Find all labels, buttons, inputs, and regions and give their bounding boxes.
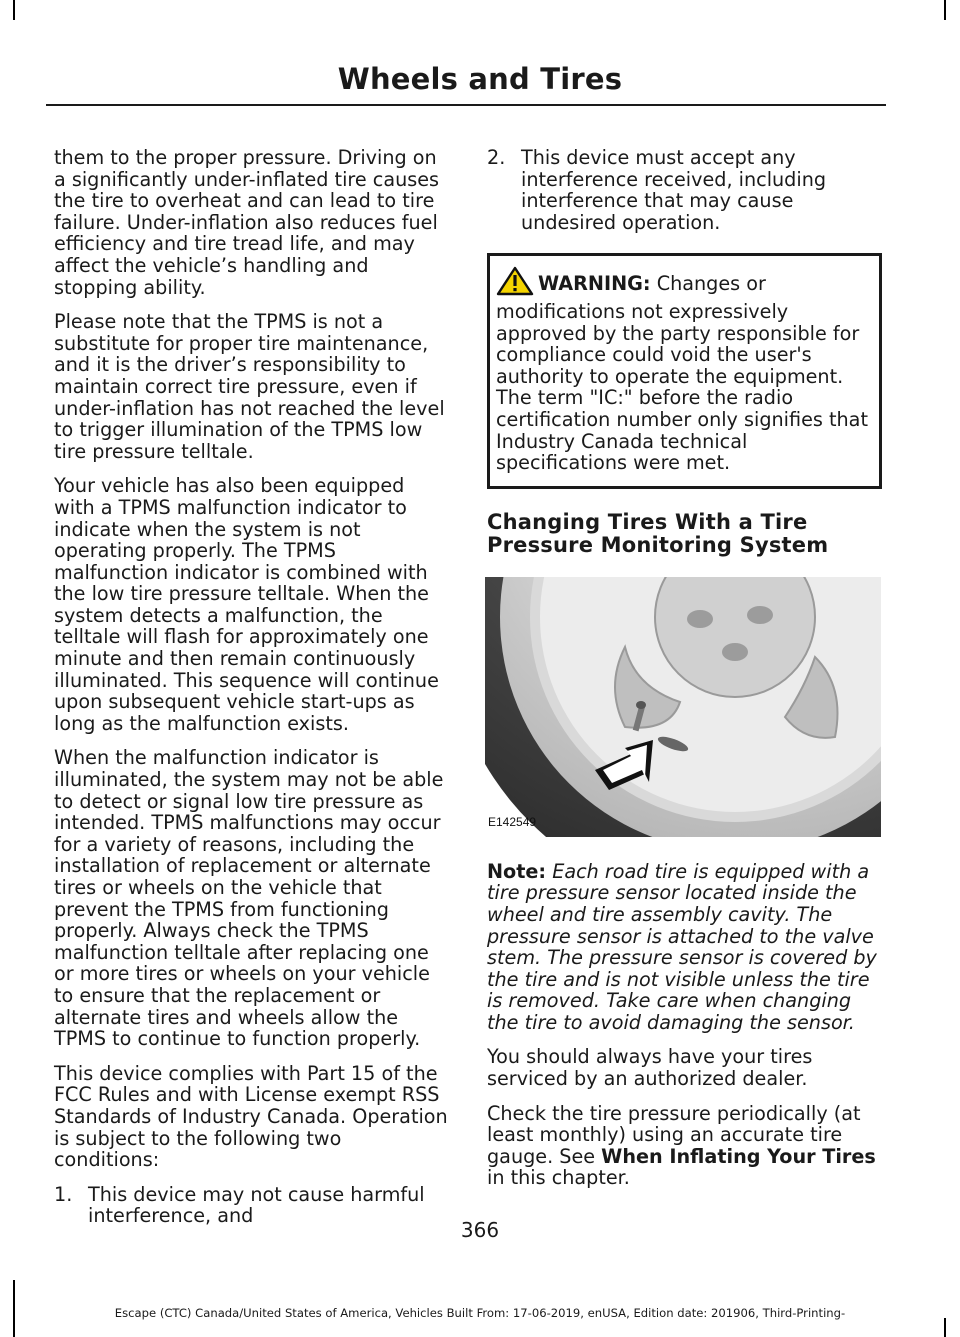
list-text: This device must accept any interference received, including interference that may cause undesired operation. (521, 146, 827, 234)
paragraph-fcc-compliance: This device complies with Part 15 of the FCC Rules and with License exempt RSS Standards of Industry Canada. Operation is subject to the following two conditions: (54, 1061, 448, 1172)
cross-reference-link[interactable]: When Inflating Your Tires (601, 1144, 876, 1168)
list-number: 1. (54, 1182, 73, 1206)
check-text-after: in this chapter. (487, 1166, 630, 1190)
crop-mark-top-right (944, 0, 946, 20)
list-text: This device may not cause harmful interference, and (88, 1182, 425, 1228)
warning-text: Changes or modifications not expressively approved by the party responsible for compliance could void the user's authority to operate the equipment. The term "IC:" before the radio certification number only signifies that Industry Canada technical specifications were met. (496, 272, 868, 475)
paragraph-malfunction-indicator: Your vehicle has also been equipped with a TPMS malfunction indicator to indicate when the system is not operating properly. The TPMS malfunction indicator is combined with the low tire pressure telltale. When the system detects a malfunction, the telltale will flash for approximately one minute and then remain continuously illuminated. This sequence will continue upon subsequent vehicle start-ups as long as the malfunction exists. (54, 474, 439, 735)
footer-text: Escape (CTC) Canada/United States of America, Vehicles Built From: 17-06-2019, enUSA, Edition date: 201906, Third-Printing- (114, 1306, 846, 1320)
paragraph-tpms-not-substitute: Please note that the TPMS is not a substitute for proper tire maintenance, and it is the driver’s responsibility to maintain correct tire pressure, even if under-inflation has not reached the level to trigger illumination of the TPMS low tire pressure telltale. (54, 310, 445, 463)
header-divider (46, 104, 886, 106)
note-label: Note: (487, 859, 547, 883)
paragraph-service: You should always have your tires serviced by an authorized dealer. (487, 1045, 813, 1091)
paragraph-under-inflation: them to the proper pressure. Driving on a significantly under-inflated tire causes the tire to overheat and can lead to tire failure. Under-inflation also reduces fuel efficiency and tire tread life, and may affect the vehicle’s handling and stopping ability. (54, 146, 440, 299)
left-column (54, 147, 450, 1240)
paragraph-malfunction-illuminated: When the malfunction indicator is illuminated, the system may not be able to detect or signal low tire pressure as intended. TPMS malfunctions may occur for a variety of reasons, including the installation of replacement or alternate tires or wheels on the vehicle that prevent the TPMS from functioning properly. Always check the TPMS malfunction telltale after replacing one or more tires or wheels on your vehicle to ensure that the replacement or alternate tires and wheels allow the TPMS to continue to function properly. (54, 746, 444, 1051)
paragraph-check-pressure (487, 1103, 882, 1189)
right-column (487, 147, 882, 1202)
note-paragraph (487, 861, 882, 1034)
list-item (487, 147, 882, 233)
crop-mark-top-left (13, 0, 15, 20)
page-number: 366 (460, 1218, 500, 1242)
wheel-illustration (485, 577, 881, 837)
crop-mark-bottom-right (944, 1318, 946, 1337)
list-number: 2. (487, 146, 506, 169)
note-text: Each road tire is equipped with a tire pressure sensor located inside the wheel and tire assembly cavity. The pressure sensor is attached to the valve stem. The pressure sensor is covered by the tire and is not visible unless the tire is removed. Take care when changing the tire to avoid damaging the sensor. (487, 859, 877, 1034)
figure-code: E142549 (488, 815, 537, 830)
section-heading: Changing Tires With a Tire Pressure Monitoring System (487, 509, 829, 557)
warning-label: WARNING: (538, 272, 651, 296)
warning-box (487, 253, 882, 488)
check-text-before: Check the tire pressure periodically (at least monthly) using an accurate tire gauge. See (487, 1101, 861, 1168)
warning-triangle-icon (496, 266, 534, 301)
page-title: Wheels and Tires (337, 62, 623, 96)
